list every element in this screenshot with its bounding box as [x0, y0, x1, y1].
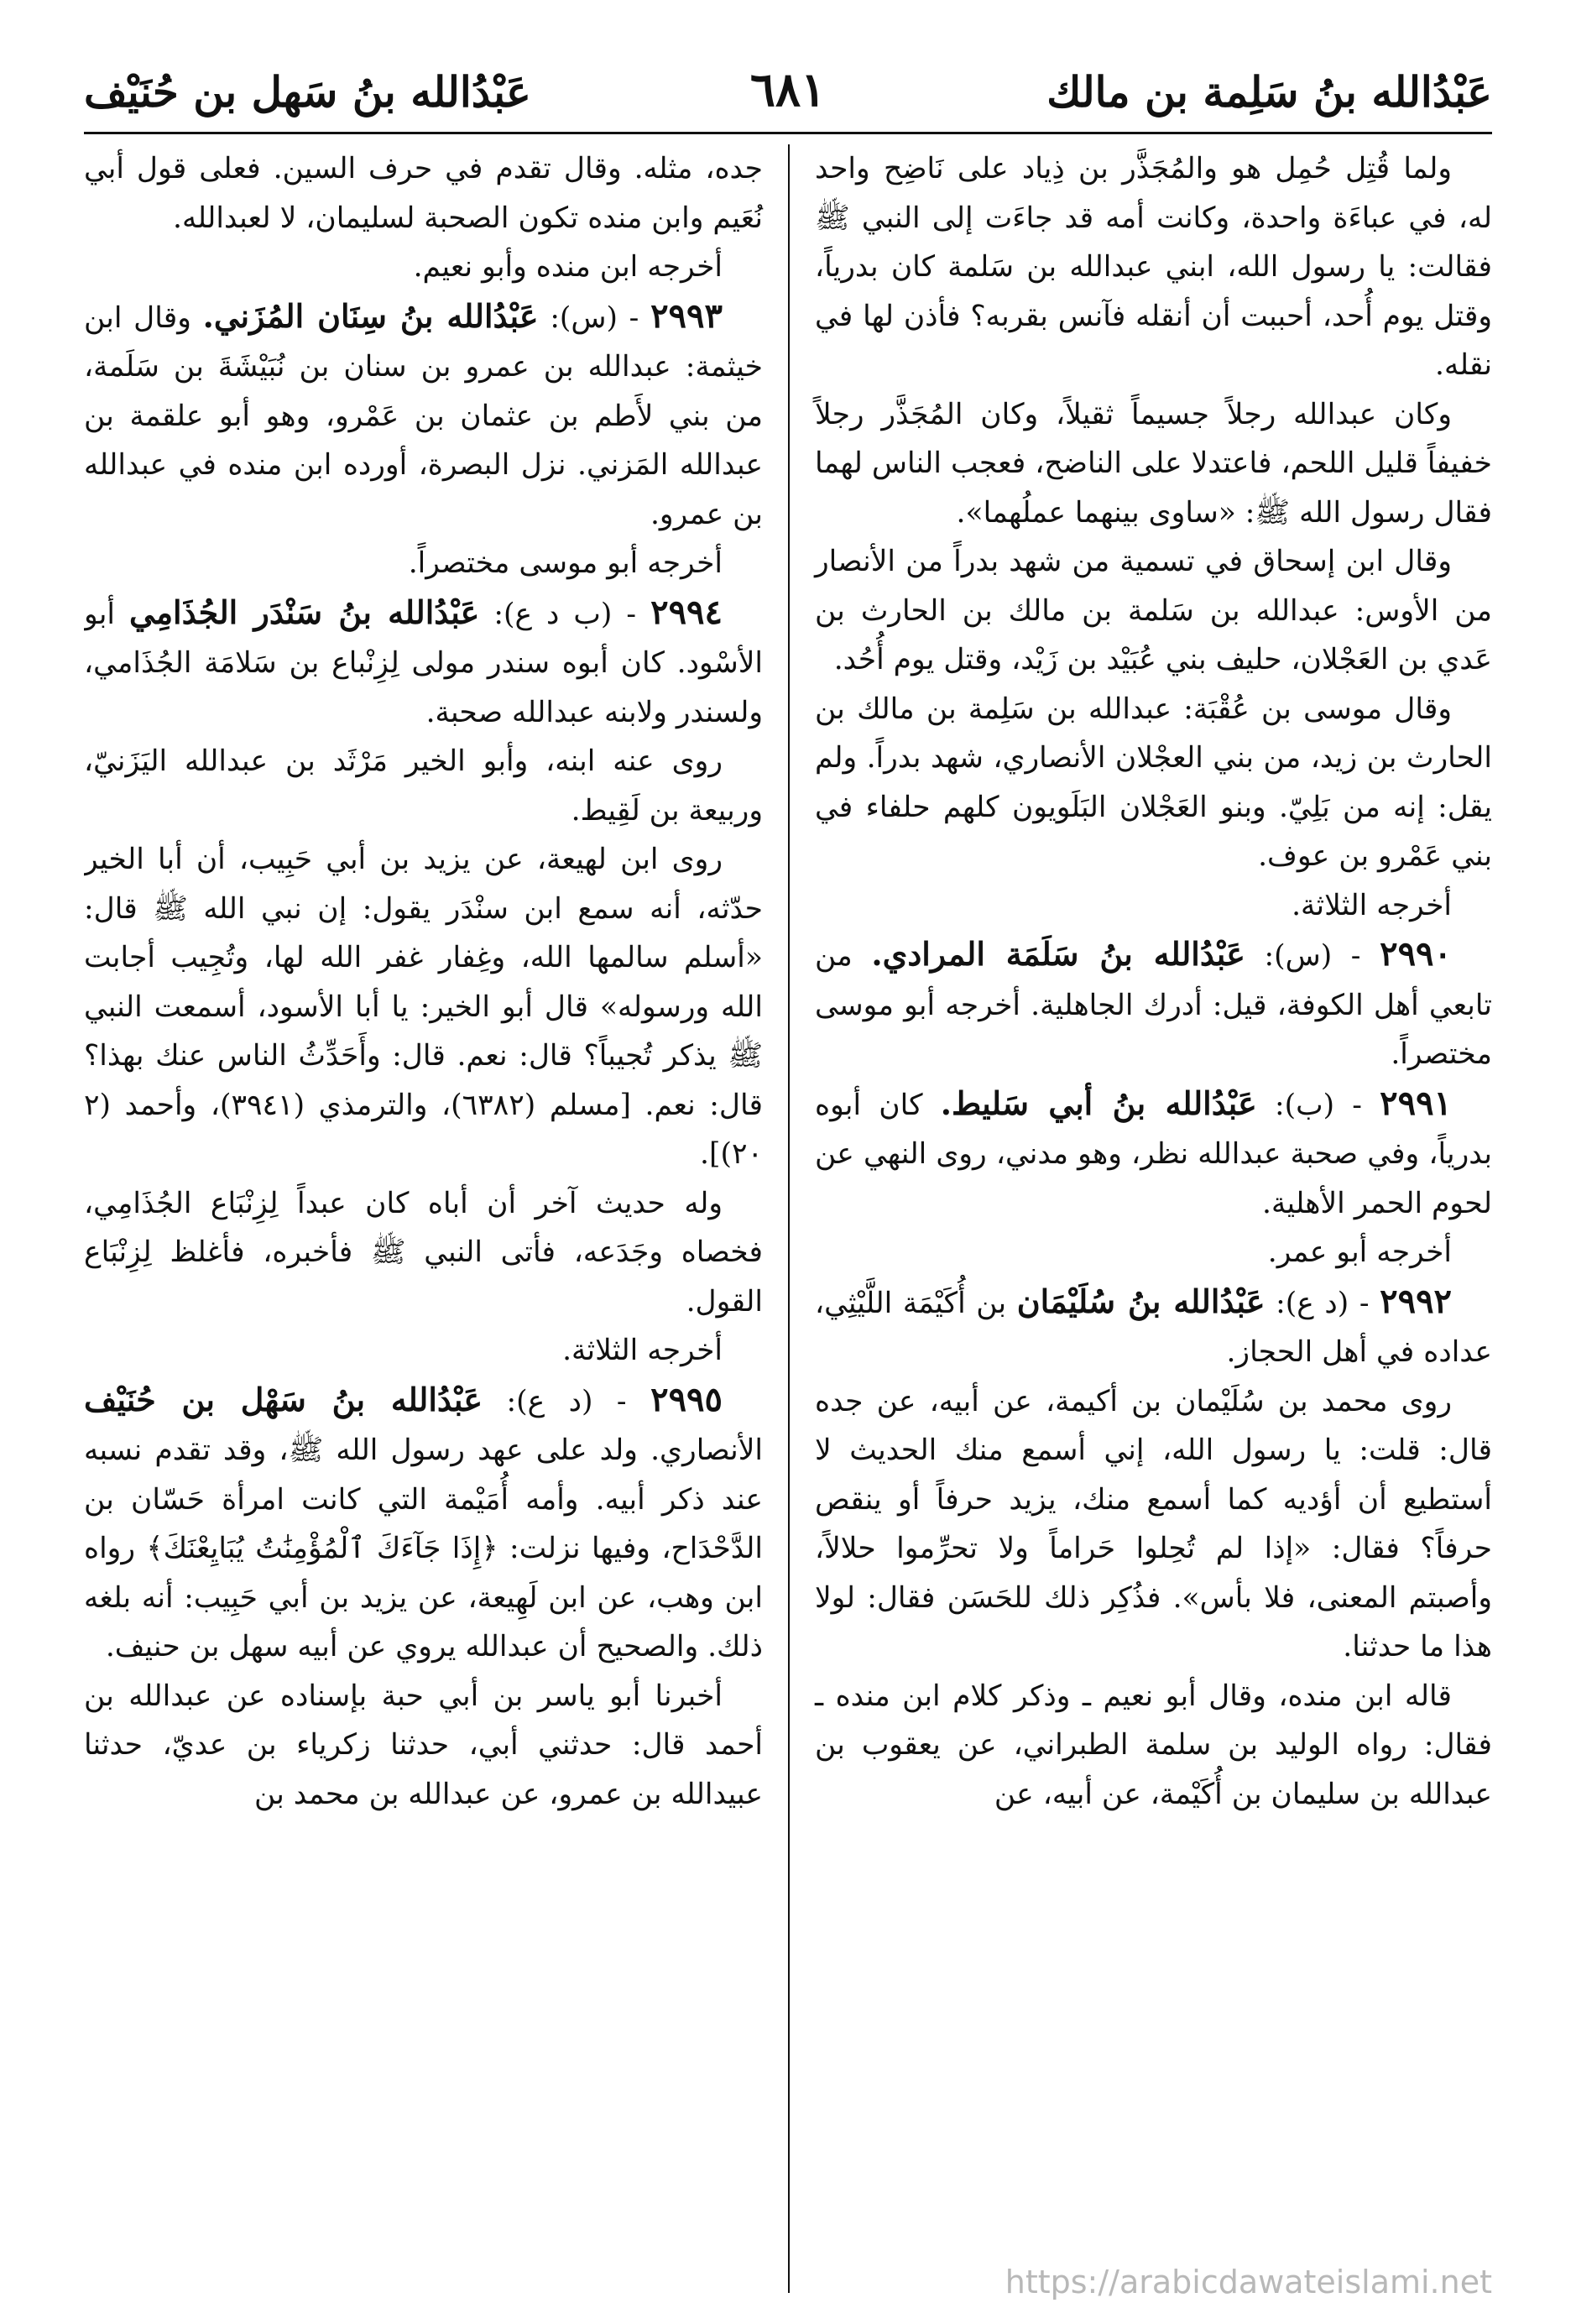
entry-text: كان أبوه بدرياً، وفي صحبة عبدالله نظر، وهو مدني، روى النهي عن لحوم الحمر الأهلية.: [815, 1088, 1492, 1220]
biography-entry: [84, 1376, 763, 1672]
source-code: - (س):: [1264, 939, 1361, 973]
paragraph: [84, 1326, 763, 1376]
paragraph-text: روى محمد بن سُلَيْمان بن أكيمة، عن أبيه، عن جده قال: قلت: يا رسول الله، إني أسمع منك الحديث لا أستطيع أن أؤديه كما أسمع منك، يزيد حرفاً أو ينقص حرفاً؟ فقال: «إذا لم تُحِلوا حَراماً ولا تحرِّموا حلالاً، وأصبتم المعنى، فلا بأس». فذُكِر ذلك للحَسَن فقال: لولا هذا ما حدثنا.: [815, 1384, 1492, 1663]
paragraph: [84, 737, 763, 835]
running-title-right: عَبْدُالله بنُ سَلِمة بن مالك: [1046, 67, 1492, 117]
paragraph: [815, 537, 1492, 685]
entry-text: أبو الأسْود. كان أبوه سندر مولى لِزِنْباع بن سَلامَة الجُذَامي، ولسندر ولابنه عبدالله صحبة.: [84, 597, 763, 729]
paragraph-text: أخرجه أبو عمر.: [1267, 1235, 1452, 1269]
paragraph: [84, 835, 763, 1179]
paragraph-text: وقال ابن إسحاق في تسمية من شهد بدراً من الأنصار من الأوس: عبدالله بن سَلمة بن مالك بن الحارث بن عَدي بن العَجْلان، حليف بني عُبَيْد بن زَيْد، وقتل يوم أُحُد.: [815, 545, 1492, 676]
running-title-left: عَبْدُالله بنُ سَهل بن حُنَيْف: [84, 67, 531, 117]
entry-number: ٢٩٩٣: [650, 295, 723, 336]
paragraph-text: وكان عبدالله رجلاً جسيماً ثقيلاً، وكان المُجَذَّر رجلاً خفيفاً قليل اللحم، فاعتدلا على الناضح، فعجب الناس لهما فقال رسول الله ﷺ: «ساوى بينهما عملُهما».: [815, 397, 1492, 530]
paragraph: [84, 144, 763, 243]
entry-name: عَبْدُالله بنُ سَنْدَر الجُذَامِي: [129, 593, 480, 631]
entry-name: عَبْدُالله بنُ سَلَمَة المرادي.: [871, 935, 1245, 973]
entry-number: ٢٩٩٥: [650, 1379, 723, 1419]
source-code: - (ب د ع):: [493, 597, 637, 631]
paragraph-text: وقال موسى بن عُقْبَة: عبدالله بن سَلِمة بن مالك بن الحارث بن زيد، من بني العجْلان الأنصاري، شهد بدراً. ولم يقل: إنه من بَلِيّ. وبنو العَجْلان البَلَويون كلهم حلفاء في بني عَمْرو بن عوف.: [815, 692, 1492, 873]
biography-entry: [815, 930, 1492, 1079]
entry-number: ٢٩٩١: [1380, 1083, 1453, 1123]
paragraph: [815, 1377, 1492, 1672]
left-column: [84, 144, 788, 2293]
entry-number: ٢٩٩٤: [650, 592, 723, 632]
entry-name: عَبْدُالله بنُ سُلَيْمَان: [1016, 1282, 1265, 1320]
page-header: [84, 0, 1492, 134]
paragraph-text: ولما قُتِل حُمِل هو والمُجَذَّر بن ذِياد على نَاضِح واحد له، في عباءَة واحدة، وكانت أمه قد جاءَت إلى النبي ﷺ فقالت: يا رسول الله، ابني عبدالله بن سَلمة كان بدرياً، وقتل يوم أُحد، أحببت أن أنقله فآنس بقربه؟ فأذن لها في نقله.: [815, 152, 1492, 382]
entry-name: عَبْدُالله بنُ أبي سَليط.: [940, 1084, 1257, 1122]
two-column-body: [84, 144, 1492, 2293]
paragraph: [815, 685, 1492, 881]
paragraph: [815, 1228, 1492, 1277]
paragraph-text: روى عنه ابنه، وأبو الخير مَرْثَد بن عبدالله اليَزَنيّ، وربيعة بن لَقِيط.: [84, 744, 763, 828]
paragraph-text: أخبرنا أبو ياسر بن أبي حبة بإسناده عن عبدالله بن أحمد قال: حدثني أبي، حدثنا زكرياء بن عديّ، حدثنا عبيدالله بن عمرو، عن عبدالله بن محمد بن: [84, 1679, 763, 1811]
paragraph-text: قاله ابن منده، وقال أبو نعيم ـ وذكر كلام ابن منده ـ فقال: رواه الوليد بن سلمة الطبراني، عن يعقوب بن عبدالله بن سليمان بن أُكَيْمة، عن أبيه، عن: [815, 1679, 1492, 1811]
paragraph: [815, 1672, 1492, 1820]
site-watermark: https://arabicdawateislami.net: [1005, 2264, 1492, 2300]
biography-entry: [815, 1079, 1492, 1229]
source-code: - (س):: [550, 300, 639, 335]
paragraph-text: جده، مثله. وقال تقدم في حرف السين. فعلى قول أبي نُعَيم وابن منده تكون الصحبة لسليمان، لا لعبدالله.: [84, 152, 763, 235]
paragraph: [84, 1672, 763, 1820]
paragraph: [815, 881, 1492, 931]
entry-text: بن أُكَيْمَة اللَّيْثِي، عداده في أهل الحجاز.: [815, 1286, 1492, 1369]
biography-entry: [815, 1277, 1492, 1377]
paragraph: [84, 1179, 763, 1327]
entry-text: وقال ابن خيثمة: عبدالله بن عمرو بن سنان بن نُبَيْشَةَ بن سَلَمة، من بني لأَطم بن عثمان بن عَمْرو، وهو أبو علقمة بن عبدالله المَزني. نزل البصرة، أورده ابن منده في عبدالله بن عمرو.: [84, 300, 763, 531]
paragraph-text: أخرجه ابن منده وأبو نعيم.: [413, 250, 723, 284]
biography-entry: [84, 292, 763, 540]
paragraph-text: أخرجه أبو موسى مختصراً.: [408, 546, 723, 580]
paragraph: [84, 243, 763, 292]
entry-name: عَبْدُالله بنُ سَهْل بن حُنَيْف: [84, 1380, 483, 1418]
paragraph-text: وله حديث آخر أن أباه كان عبداً لِزِنْبَاع الجُذَامِي، فخصاه وجَدَعه، فأتى النبي ﷺ فأخبره، فأغلظ لِزِنْبَاع القول.: [84, 1186, 763, 1319]
paragraph-text: أخرجه الثلاثة.: [562, 1334, 723, 1367]
right-column: [788, 144, 1492, 2293]
entry-number: ٢٩٩٠: [1380, 934, 1453, 974]
entry-text: الأنصاري. ولد على عهد رسول الله ﷺ، وقد تقدم نسبه عند ذكر أبيه. وأمه أُمَيْمة التي كانت امرأة حَسّان بن الدَّحْدَاح، وفيها نزلت: ﴿إِذَا جَآءَكَ ٱلْمُؤْمِنَٰتُ يُبَايِعْنَكَ﴾ رواه ابن وهب، عن ابن لَهِيعة، عن يزيد بن أبي حَبِيب: أنه بلغه ذلك. والصحيح أن عبدالله يروي عن أبيه سهل بن حنيف.: [84, 1434, 763, 1663]
paragraph: [815, 390, 1492, 538]
biography-entry: [84, 588, 763, 738]
source-code: - (ب):: [1275, 1088, 1362, 1122]
entry-number: ٢٩٩٢: [1380, 1281, 1453, 1321]
source-code: - (د ع):: [506, 1384, 627, 1418]
paragraph: [815, 144, 1492, 390]
source-code: - (د ع):: [1276, 1286, 1370, 1320]
page-number: ٦٨١: [749, 62, 827, 118]
entry-name: عَبْدُالله بنُ سِنَان المُزَني.: [202, 296, 539, 335]
entry-text: من تابعي أهل الكوفة، قيل: أدرك الجاهلية. أخرجه أبو موسى مختصراً.: [815, 939, 1492, 1071]
paragraph-text: روى ابن لهيعة، عن يزيد بن أبي حَبِيب، أن أبا الخير حدّثه، أنه سمع ابن سنْدَر يقول: إن نبي الله ﷺ قال: «أسلم سالمها الله، وغِفار غفر الله لها، وتُجِيب أجابت الله ورسوله» قال أبو الخير: يا أبا الأسود، أسمعت النبي ﷺ يذكر تُجيباً؟ قال: نعم. قال: وأَحَدِّثُ الناس عنك بهذا؟ قال: نعم. [مسلم (٦٣٨٢)، والترمذي (٣٩٤١)، وأحمد (٢ ٢٠)].: [84, 843, 763, 1171]
paragraph: [84, 539, 763, 588]
paragraph-text: أخرجه الثلاثة.: [1292, 888, 1452, 922]
